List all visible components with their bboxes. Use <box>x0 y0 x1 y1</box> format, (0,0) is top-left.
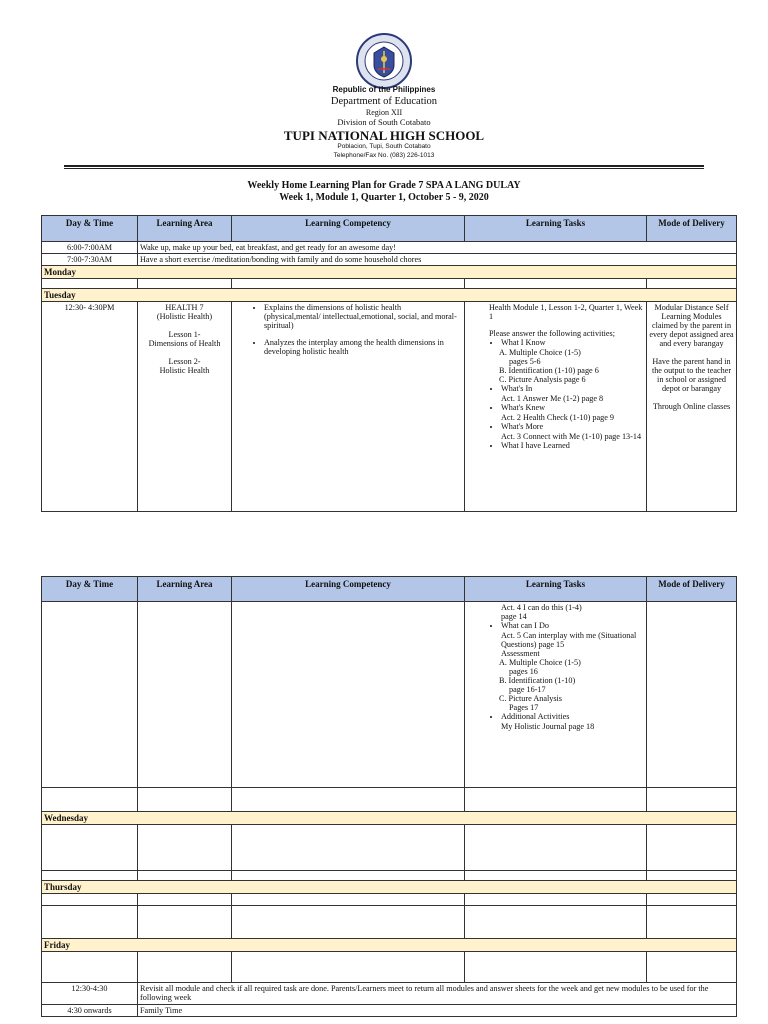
lesson-2-label: Lesson 2- <box>168 357 201 366</box>
routine-activity: Have a short exercise /meditation/bonding with family and do some household chores <box>138 254 737 266</box>
learning-plan-table-page2 <box>41 576 737 1017</box>
table-row <box>42 983 737 1005</box>
school-address: Poblacion, Tupi, South Cotabato <box>337 143 431 150</box>
col-header-learning-area: Learning Area <box>138 216 232 242</box>
tasks-continued-cell <box>465 602 647 788</box>
friday-activity: Revisit all module and check if all required task are done. Parents/Learners meet to return all modules and answer sheets for the week and get new modules to be used for the following week <box>138 983 737 1005</box>
mode-cell <box>647 302 737 512</box>
routine-time: 7:00-7:30AM <box>42 254 138 266</box>
learning-area-cell <box>138 302 232 512</box>
task-item: page 14 <box>501 612 527 621</box>
table-row-health <box>42 302 737 512</box>
task-additional-activities: • Additional Activities <box>501 712 644 721</box>
task-what-i-know: • What I Know <box>501 338 644 347</box>
friday-activity: Family Time <box>138 1005 737 1017</box>
task-whats-more: • What's More <box>501 422 644 431</box>
day-label: Thursday <box>42 881 737 894</box>
republic-line: Republic of the Philippines <box>332 85 436 94</box>
table-row <box>42 1005 737 1017</box>
task-item: C. Picture Analysis page 6 <box>499 375 586 384</box>
task-item: Act. 1 Answer Me (1-2) page 8 <box>501 394 604 403</box>
task-instruction: Please answer the following activities; <box>489 329 615 338</box>
task-item: A. Multiple Choice (1-5) <box>499 658 581 667</box>
session-time: 12:30- 4:30PM <box>42 302 138 512</box>
day-label: Monday <box>42 266 737 279</box>
lesson-2-title: Holistic Health <box>159 366 210 375</box>
col-header-competency: Learning Competency <box>232 216 465 242</box>
task-what-can-i-do: • What can I Do <box>501 621 644 630</box>
col-header-competency: Learning Competency <box>232 577 465 602</box>
day-label: Friday <box>42 939 737 952</box>
task-item: Pages 17 <box>509 703 539 712</box>
table-row <box>42 825 737 871</box>
mode-item: Through Online classes <box>652 402 731 411</box>
header-rule-thin <box>64 168 704 169</box>
task-item: B. Identification (1-10) <box>499 676 576 685</box>
table-row <box>42 894 737 906</box>
task-item: C. Picture Analysis <box>499 694 562 703</box>
col-header-mode: Mode of Delivery <box>647 216 737 242</box>
day-row-friday <box>42 939 737 952</box>
table-header-row <box>42 216 737 242</box>
friday-time: 12:30-4:30 <box>42 983 138 1005</box>
col-header-tasks: Learning Tasks <box>465 216 647 242</box>
col-header-day-time: Day & Time <box>42 216 138 242</box>
school-name: TUPI NATIONAL HIGH SCHOOL <box>283 128 485 143</box>
header-rule <box>64 165 704 167</box>
table-row <box>42 906 737 939</box>
task-item: Act. 5 Can interplay with me (Situational Questions) page 15 <box>501 631 637 649</box>
task-item: B. Identification (1-10) page 6 <box>499 366 599 375</box>
task-module: Health Module 1, Lesson 1-2, Quarter 1, Week 1 <box>489 303 643 321</box>
routine-time: 6:00-7:00AM <box>42 242 138 254</box>
table-row <box>42 254 737 266</box>
day-row-thursday <box>42 881 737 894</box>
day-row-tuesday <box>42 289 737 302</box>
learning-plan-table-page1 <box>41 215 737 512</box>
table-row <box>42 788 737 812</box>
lesson-1-title: Dimensions of Health <box>148 339 221 348</box>
competency-item: • Analyzes the interplay among the health dimensions in developing holistic health <box>264 338 458 356</box>
day-label: Tuesday <box>42 289 737 302</box>
col-header-learning-area: Learning Area <box>138 577 232 602</box>
plan-title: Weekly Home Learning Plan for Grade 7 SPA A LANG DULAY <box>247 180 521 191</box>
division-line: Division of South Cotabato <box>337 117 431 127</box>
competency-cell <box>232 302 465 512</box>
task-item: pages 5-6 <box>509 357 541 366</box>
subject-name: HEALTH 7 <box>165 303 204 312</box>
task-item: Act. 2 Health Check (1-10) page 9 <box>501 413 614 422</box>
day-row-wednesday <box>42 812 737 825</box>
task-item: A. Multiple Choice (1-5) <box>499 348 581 357</box>
task-assessment: Assessment <box>501 649 540 658</box>
task-whats-knew: • What's Knew <box>501 403 644 412</box>
table-row <box>42 242 737 254</box>
task-item: Act. 3 Connect with Me (1-10) page 13-14 <box>501 432 642 441</box>
routine-activity: Wake up, make up your bed, eat breakfast, and get ready for an awesome day! <box>138 242 737 254</box>
col-header-day-time: Day & Time <box>42 577 138 602</box>
task-item: My Holistic Journal page 18 <box>501 722 595 731</box>
task-item: pages 16 <box>509 667 538 676</box>
task-whats-in: • What's In <box>501 384 644 393</box>
col-header-tasks: Learning Tasks <box>465 577 647 602</box>
deped-seal-icon <box>356 33 412 89</box>
task-item: Act. 4 I can do this (1-4) <box>501 603 582 612</box>
day-row-monday <box>42 266 737 279</box>
lesson-1-label: Lesson 1- <box>168 330 201 339</box>
mode-item: Modular Distance Self Learning Modules claimed by the parent in every depot assigned area and every barangay <box>649 303 734 348</box>
day-label: Wednesday <box>42 812 737 825</box>
table-header-row <box>42 577 737 602</box>
col-header-mode: Mode of Delivery <box>647 577 737 602</box>
school-telephone: Telephone/Fax No. (083) 226-1013 <box>333 152 435 159</box>
task-item: page 16-17 <box>509 685 546 694</box>
subject-topic: (Holistic Health) <box>156 312 213 321</box>
tasks-cell <box>465 302 647 512</box>
competency-item: • Explains the dimensions of holistic health (physical,mental/ intellectual,emotional, social, and moral-spiritual) <box>264 303 458 330</box>
plan-subtitle: Week 1, Module 1, Quarter 1, October 5 - 9, 2020 <box>279 192 489 203</box>
table-row <box>42 871 737 881</box>
table-row <box>42 279 737 289</box>
table-row <box>42 952 737 983</box>
friday-time: 4:30 onwards <box>42 1005 138 1017</box>
mode-item: Have the parent hand in the output to the teacher in school or assigned depot or barangay <box>651 357 732 393</box>
department-line: Department of Education <box>330 96 438 107</box>
task-what-i-have-learned: • What I have Learned <box>501 441 644 450</box>
region-line: Region XII <box>365 108 403 117</box>
table-row-continued <box>42 602 737 788</box>
